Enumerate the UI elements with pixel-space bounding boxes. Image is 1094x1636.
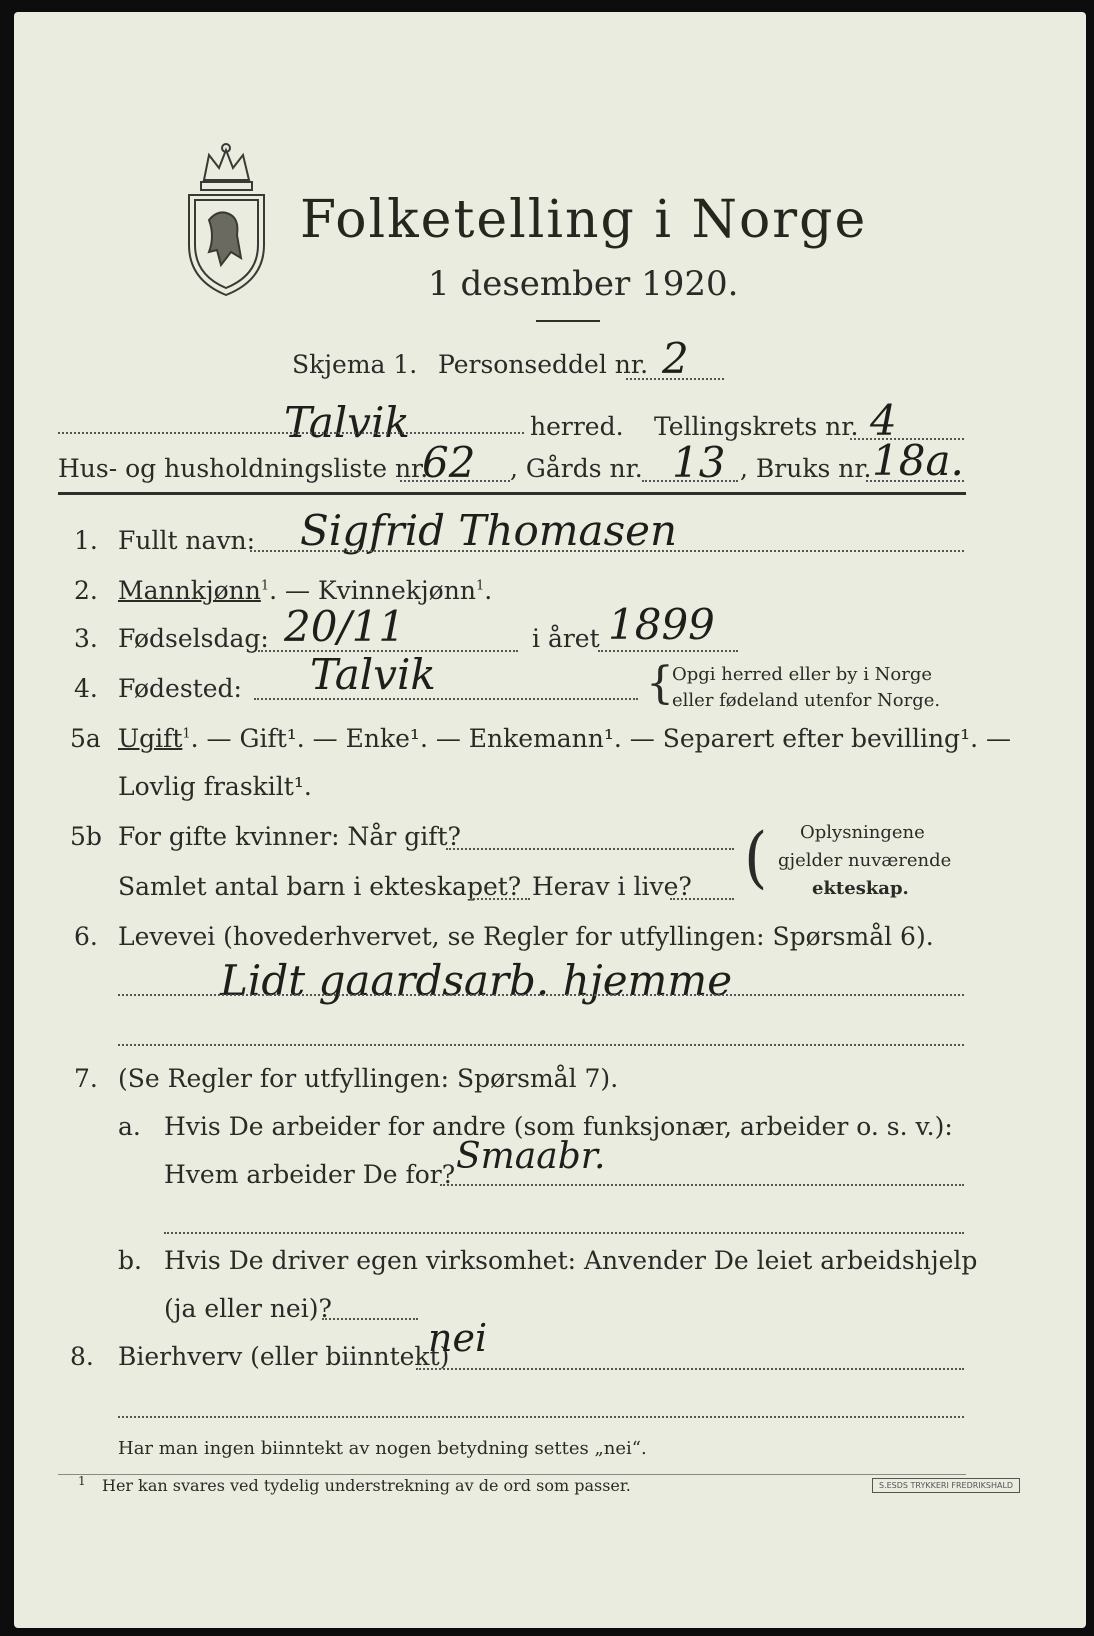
q1-label: Fullt navn: (118, 526, 256, 555)
q8-value: nei (428, 1316, 488, 1360)
bruks-line (866, 480, 964, 482)
q8-line1 (416, 1368, 964, 1370)
q7a-who-label: Hvem arbeider De for? (164, 1160, 456, 1189)
q5a-options: Ugift$^1$. — Gift¹. — Enke¹. — Enkemann¹. — Separert efter bevilling¹. — (118, 724, 1011, 753)
hus-line (400, 480, 510, 482)
hus-value: 62 (422, 438, 476, 487)
q5b-brace: ( (744, 819, 768, 897)
footnote-mark: 1 (78, 1474, 86, 1488)
tellingskrets-label: Tellingskrets nr. (654, 412, 859, 441)
q8-label: Bierhverv (eller biinntekt) (118, 1342, 450, 1371)
q3-value: 20/11 (284, 602, 406, 651)
herred-label: herred. (530, 412, 624, 441)
q3-label: Fødselsdag: (118, 624, 269, 653)
q1-number: 1. (74, 526, 98, 555)
q5b-note1: Oplysningene (800, 822, 925, 843)
q4-label: Fødested: (118, 674, 242, 703)
q8-number: 8. (70, 1342, 94, 1371)
q7-label: (Se Regler for utfyllingen: Spørsmål 7). (118, 1064, 619, 1093)
q7b-yesno-label: (ja eller nei)? (164, 1294, 332, 1323)
footnote: Her kan svares ved tydelig understrekning av de ord som passer. (102, 1476, 631, 1495)
q6-label: Levevei (hovederhvervet, se Regler for utfyllingen: Spørsmål 6). (118, 922, 934, 951)
form-title: Folketelling i Norge (300, 190, 868, 250)
q5b-number: 5b (70, 822, 102, 851)
bruks-value: 18a. (872, 436, 964, 485)
bruks-label: , Bruks nr. (740, 454, 872, 483)
tellingskrets-value: 4 (870, 396, 897, 445)
q4-note1: Opgi herred eller by i Norge (672, 664, 933, 685)
q2-options (118, 576, 492, 605)
q5b-note2: gjelder nuværende (778, 850, 952, 871)
q5a-number: 5a (70, 724, 101, 753)
footer-note: Har man ingen biinntekt av nogen betydning settes „nei“. (118, 1438, 647, 1459)
q4-value: Talvik (310, 650, 436, 699)
q3-year-line (598, 650, 738, 652)
q3-year-value: 1899 (608, 600, 715, 649)
herred-line (58, 432, 524, 434)
q5b-children-line (470, 898, 530, 900)
q7b-letter: b. (118, 1246, 142, 1275)
q6-number: 6. (74, 922, 98, 951)
personseddel-line (626, 378, 724, 380)
q2-sup2: 1 (475, 578, 485, 594)
q4-number: 4. (74, 674, 98, 703)
gards-value: 13 (672, 438, 726, 487)
gards-line (642, 480, 738, 482)
q8-line2 (118, 1416, 964, 1418)
q5a-line2: Lovlig fraskilt¹. (118, 772, 312, 801)
q1-line (250, 550, 964, 552)
q4-line (254, 698, 638, 700)
q3-year-label: i året (532, 624, 600, 653)
header-rule (58, 492, 966, 495)
q6-line1 (118, 994, 964, 996)
printer-stamp: S.ESDS TRYKKERI FREDRIKSHALD (872, 1478, 1020, 1493)
q6-value: Lidt gaardsarb. hjemme (220, 956, 733, 1005)
q5b-children-label: Samlet antal barn i ekteskapet? (118, 872, 522, 901)
q3-number: 3. (74, 624, 98, 653)
census-date: 1 desember 1920. (428, 264, 739, 304)
q4-brace: { (646, 658, 674, 709)
q7b-label: Hvis De driver egen virksomhet: Anvender De leiet arbeidshjelp (164, 1246, 978, 1275)
census-form (14, 12, 1086, 1628)
q2-sup1: 1 (260, 578, 270, 594)
q2-number: 2. (74, 576, 98, 605)
q7b-line (322, 1318, 418, 1320)
q7a-letter: a. (118, 1112, 141, 1141)
herred-value: Talvik (284, 398, 410, 447)
q4-note2: eller fødeland utenfor Norge. (672, 690, 941, 711)
q5b-when-line (446, 848, 734, 850)
title-divider (536, 320, 600, 322)
footer-rule (58, 1474, 966, 1475)
q2-rest: . — Kvinnekjønn (269, 576, 476, 605)
q2-male: Mannkjønn (118, 576, 261, 605)
q5b-alive-line (670, 898, 734, 900)
q1-value: Sigfrid Thomasen (300, 506, 678, 555)
q2-end: . (484, 576, 493, 605)
q7-number: 7. (74, 1064, 98, 1093)
q5a-rest: . — Gift¹. — Enke¹. — Enkemann¹. — Separert efter bevilling¹. — (190, 724, 1011, 753)
norwegian-coat-of-arms-icon (179, 140, 274, 300)
q5b-alive-label: Herav i live? (532, 872, 692, 901)
q7a-line2 (164, 1232, 964, 1234)
q7a-label: Hvis De arbeider for andre (som funksjonær, arbeider o. s. v.): (164, 1112, 953, 1141)
q5b-note3: ekteskap. (812, 878, 909, 899)
schema-label: Skjema 1. (292, 350, 418, 379)
q7a-line1 (440, 1184, 964, 1186)
personseddel-label: Personseddel nr. (438, 350, 649, 379)
q5b-label: For gifte kvinner: Når gift? (118, 822, 461, 851)
q5a-ugift: Ugift (118, 724, 183, 753)
q6-line2 (118, 1044, 964, 1046)
gards-label: , Gårds nr. (510, 454, 643, 483)
personseddel-value: 2 (662, 334, 689, 383)
hus-label: Hus- og husholdningsliste nr. (58, 454, 429, 483)
q7a-value: Smaabr. (456, 1136, 606, 1177)
